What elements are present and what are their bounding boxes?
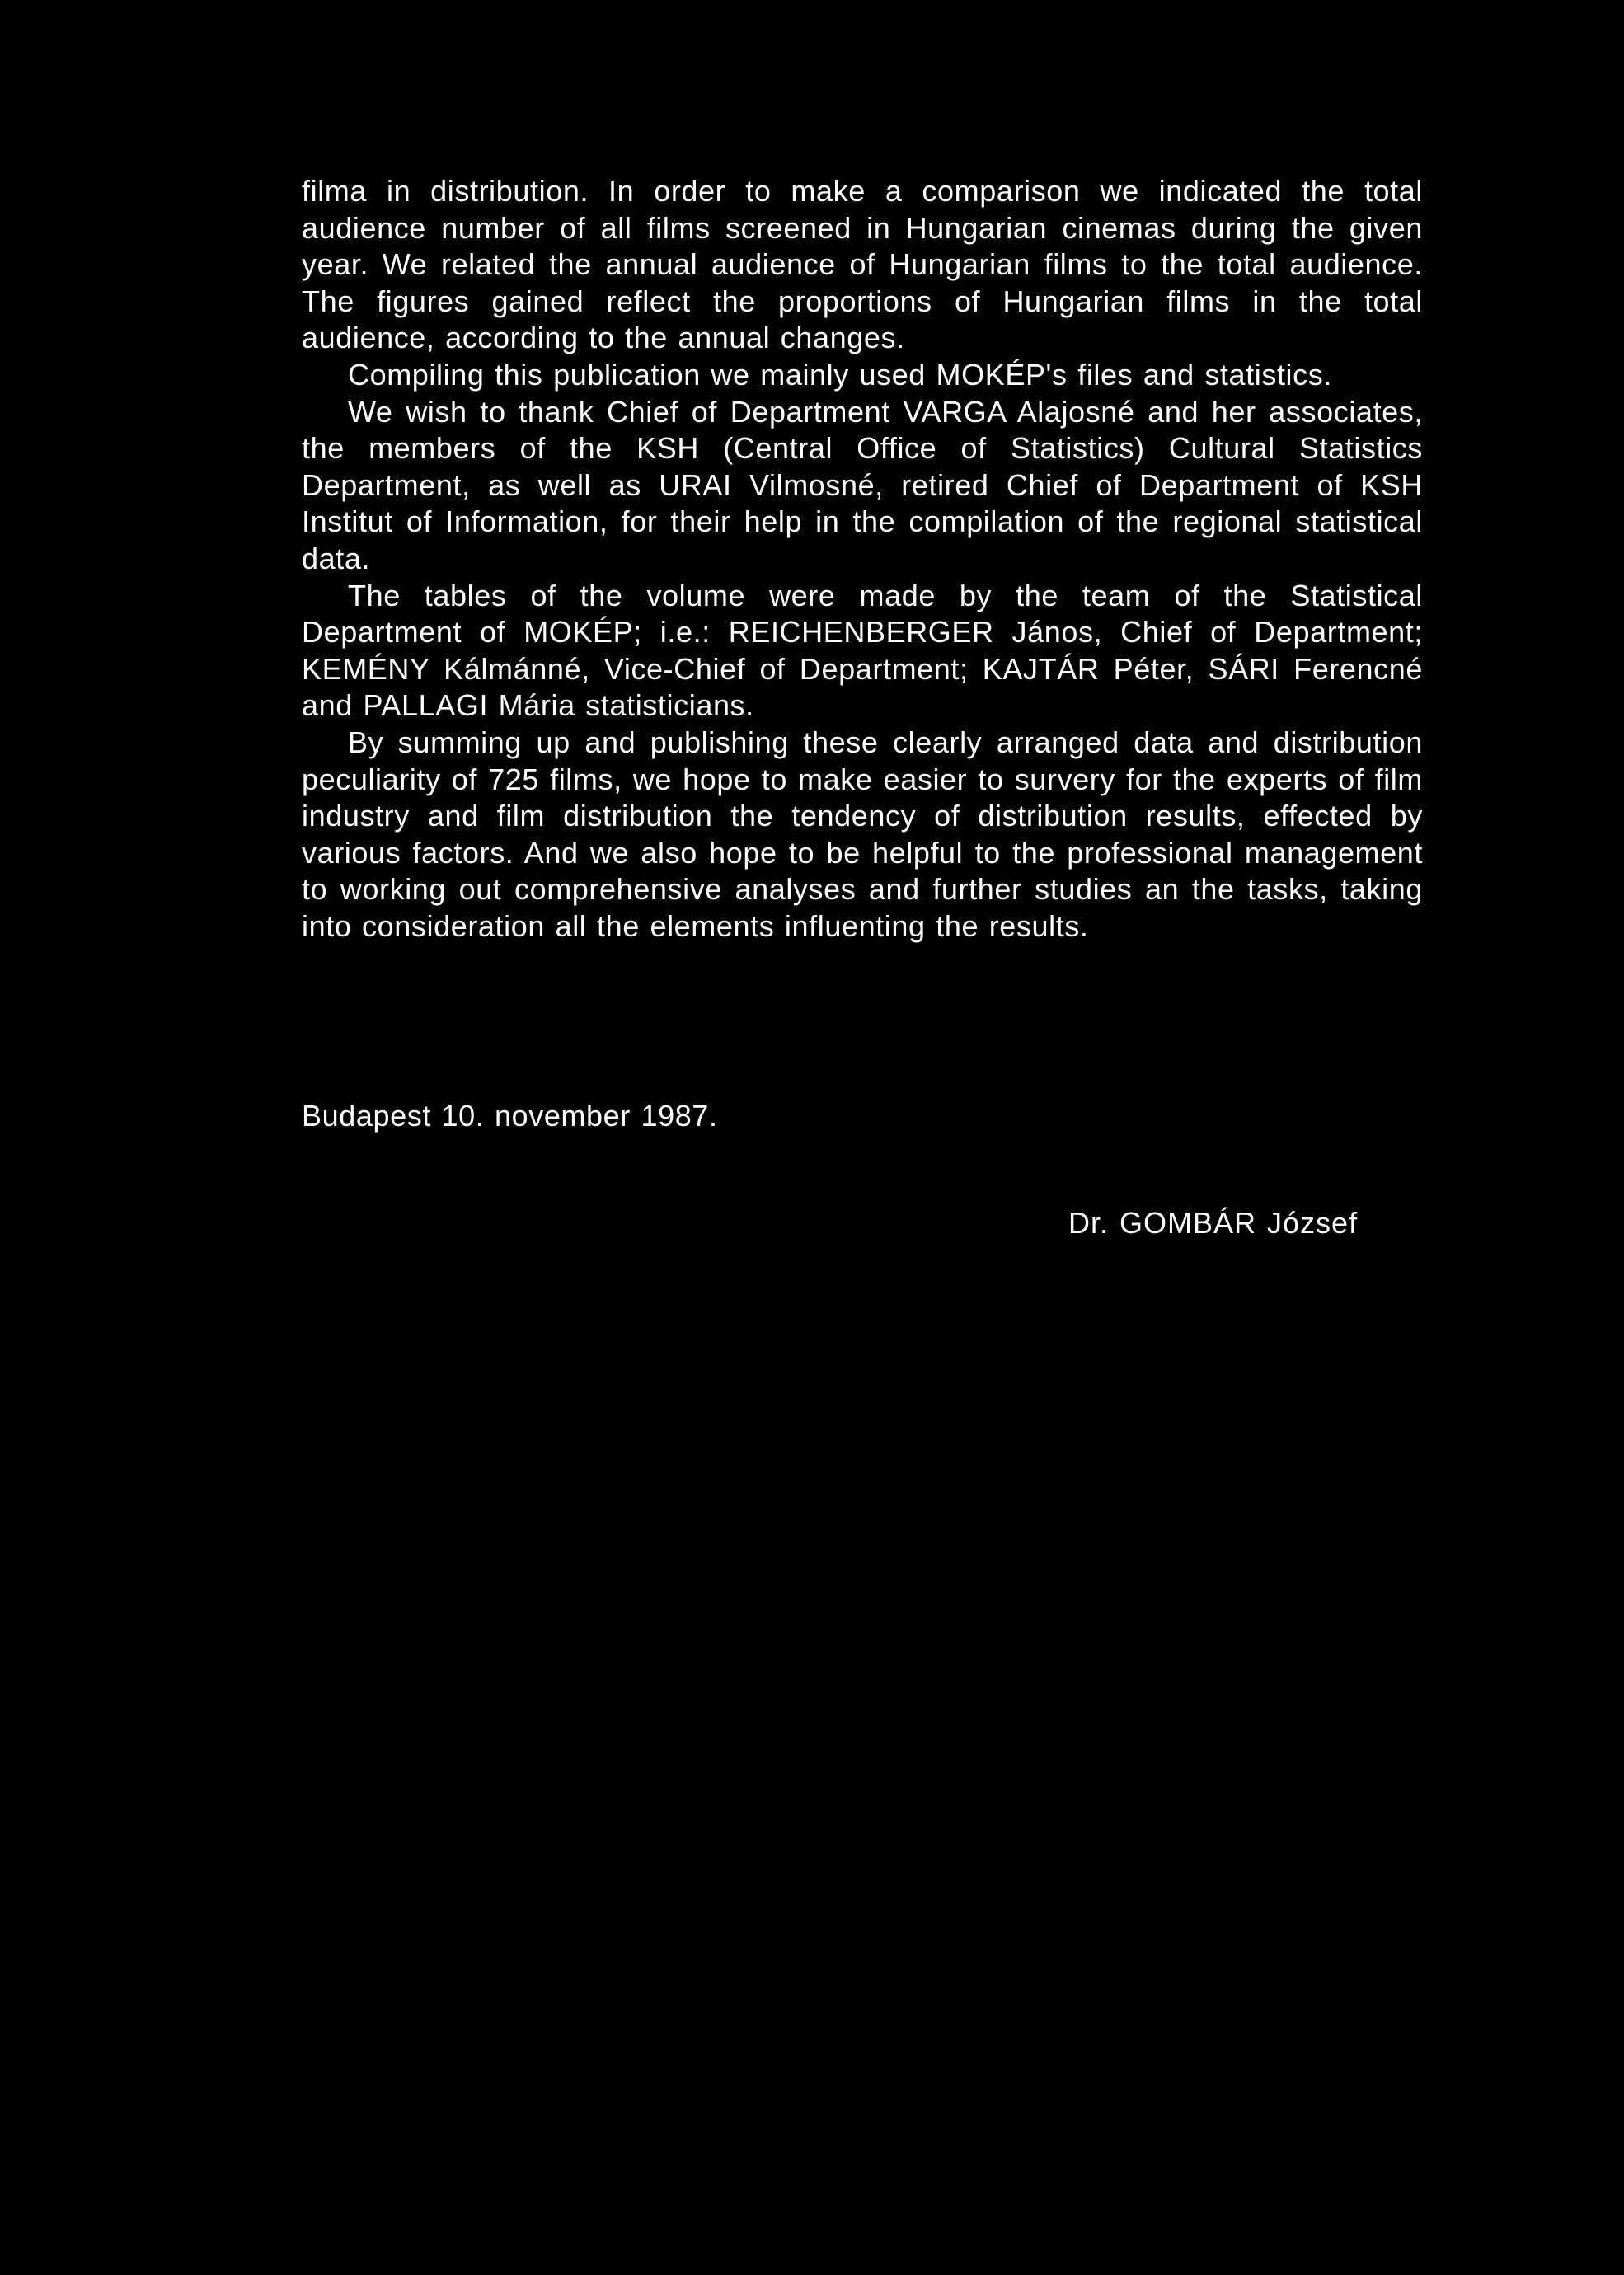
paragraph-acknowledgements: We wish to thank Chief of Department VARGA Alajosné and her associates, the members of the KSH (Central Office of Statistics) Cultural Statistics Department, as well as URAI Vilmosné, retired Chief of Department of KSH Institut of Information, for their help in the compilation of the regional statistical data. xyxy=(302,394,1423,575)
paragraph-tables-team: The tables of the volume were made by the team of the Statistical Department of MOKÉP; i.e.: REICHENBERGER János, Chief of Department; KEMÉNY Kálmánné, Vice-Chief of Department; KAJTÁR Péter, SÁRI Ferencné and PALLAGI Mária statisticians. xyxy=(302,578,1423,723)
author-signature: Dr. GOMBÁR József xyxy=(1068,1206,1359,1240)
paragraph-summary: By summing up and publishing these clearly arranged data and distribution peculiarity of 725 films, we hope to make easier to survery for the experts of film industry and film distribution the tendency of distribution results, effected by various factors. And we also hope to be helpful to the professional management to working out comprehensive analyses and further studies an the tasks, taking into consideration all the elements influenting the results. xyxy=(302,725,1423,943)
body-text xyxy=(302,173,1423,945)
paragraph-sources: Compiling this publication we mainly used MOKÉP's files and statistics. xyxy=(348,357,1332,392)
place-and-date: Budapest 10. november 1987. xyxy=(302,1099,718,1133)
paragraph-distribution: filma in distribution. In order to make a comparison we indicated the total audience number of all films screened in Hungarian cinemas during the given year. We related the annual audience of Hungarian films to the total audience. The figures gained reflect the proportions of Hungarian films in the total audience, according to the annual changes. xyxy=(302,174,1423,355)
